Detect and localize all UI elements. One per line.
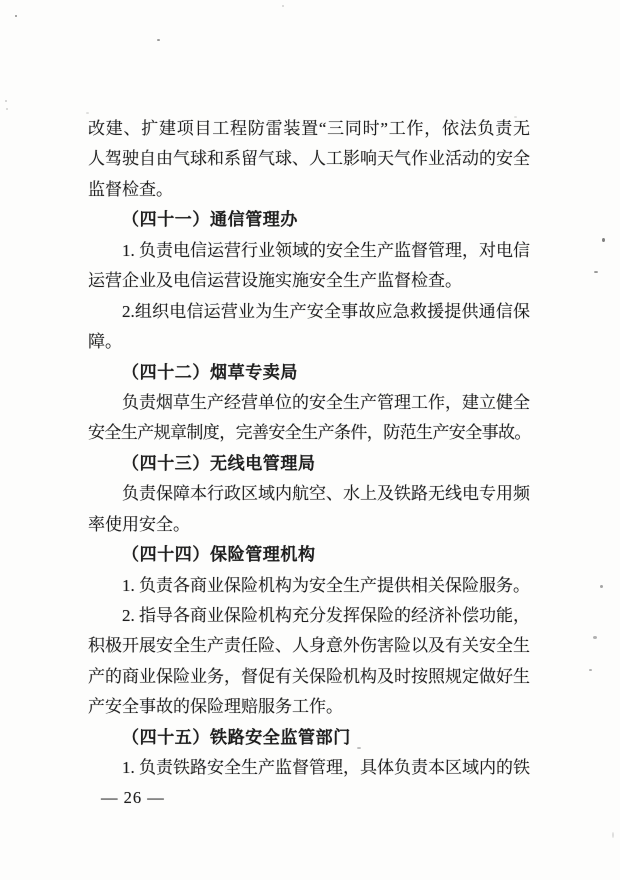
section-heading: （四十五）铁路安全监管部门 bbox=[122, 727, 351, 747]
body-line: 产的商业保险业务，督促有关保险机构及时按照规定做好生 bbox=[88, 666, 530, 686]
section-heading: （四十二）烟草专卖局 bbox=[122, 362, 298, 382]
body-line: 1. 负责铁路安全生产监督管理，具体负责本区域内的铁 bbox=[122, 758, 530, 778]
scan-speck bbox=[612, 832, 614, 838]
body-line: 人驾驶自由气球和系留气球、人工影响天气作业活动的安全 bbox=[88, 149, 530, 169]
scan-speck bbox=[589, 669, 592, 671]
scan-speck bbox=[594, 271, 598, 273]
body-line: 1. 负责各商业保险机构为安全生产提供相关保险服务。 bbox=[122, 575, 530, 595]
scan-speck bbox=[5, 100, 7, 102]
body-line: 改建、扩建项目工程防雷装置“三同时”工作，依法负责无 bbox=[88, 119, 530, 138]
body-line: 安全生产规章制度，完善安全生产条件，防范生产安全事故。 bbox=[88, 423, 531, 443]
scan-speck bbox=[602, 238, 605, 242]
section-heading: （四十一）通信管理办 bbox=[122, 210, 298, 230]
scan-speck bbox=[600, 585, 603, 588]
document-text-block bbox=[88, 114, 530, 784]
body-line: 运营企业及电信运营设施实施安全生产监督检查。 bbox=[88, 271, 462, 291]
body-line: 2. 指导各商业保险机构充分发挥保险的经济补偿功能， bbox=[122, 606, 530, 625]
body-line: 1. 负责电信运营行业领域的安全生产监督管理，对电信 bbox=[122, 240, 530, 260]
page-number: — 26 — bbox=[101, 788, 165, 807]
scan-speck bbox=[15, 15, 17, 17]
body-line: 率使用安全。 bbox=[88, 514, 190, 534]
body-line: 障。 bbox=[88, 332, 122, 352]
scan-speck bbox=[593, 636, 597, 639]
scan-speck bbox=[157, 39, 160, 41]
scan-speck bbox=[6, 108, 8, 110]
body-line: 2.组织电信运营业为生产安全事故应急救援提供通信保 bbox=[122, 301, 530, 321]
body-line: 负责烟草生产经营单位的安全生产管理工作，建立健全 bbox=[122, 392, 530, 412]
body-line: 监督检查。 bbox=[88, 179, 173, 199]
scan-speck bbox=[282, 5, 284, 7]
body-line: 积极开展安全生产责任险、人身意外伤害险以及有关安全生 bbox=[88, 636, 530, 656]
section-heading: （四十三）无线电管理局 bbox=[122, 453, 316, 473]
body-line: 负责保障本行政区域内航空、水上及铁路无线电专用频 bbox=[122, 484, 530, 504]
section-heading: （四十四）保险管理机构 bbox=[122, 545, 316, 565]
body-line: 产安全事故的保险理赔服务工作。 bbox=[88, 697, 343, 717]
